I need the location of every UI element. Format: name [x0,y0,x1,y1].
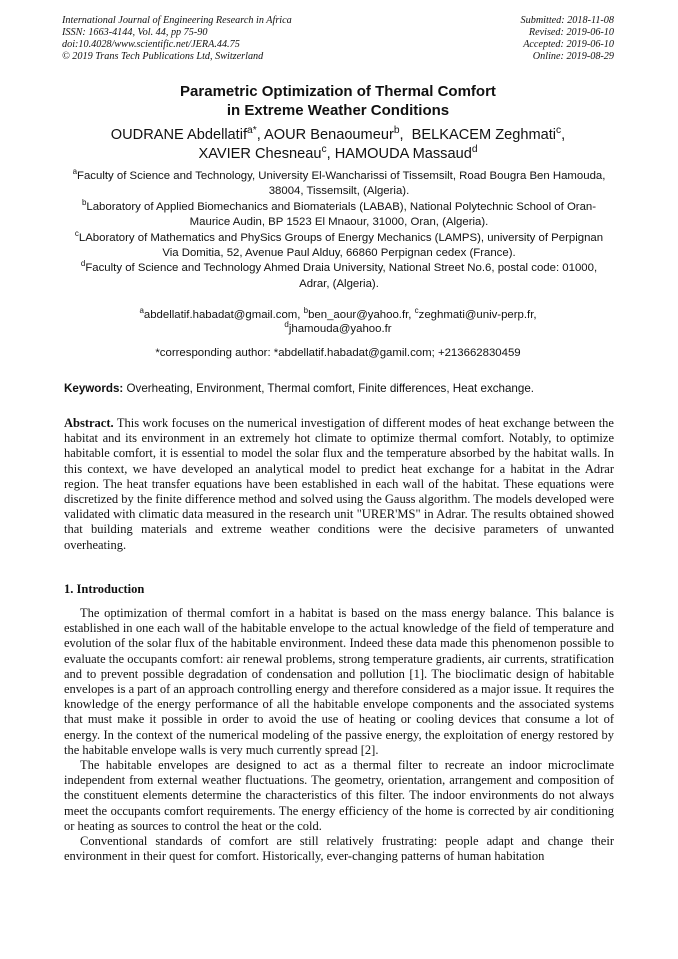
emails-line-2 [62,322,614,336]
affiliation-text: Laboratory of Applied Biomechanics and Biomaterials (LABAB), National Polytechnic School of Oran-Maurice Audin, BP 1523 El Mnaour, 31000, Oran, (Algeria). [86,200,597,229]
email-marker: c [414,306,419,316]
email-address[interactable]: jhamouda@yahoo.fr [288,323,392,336]
accepted-date: Accepted: 2019-06-10 [523,39,614,50]
journal-info [62,15,292,63]
author-marker: c [321,144,327,156]
affiliation-text: Faculty of Science and Technology, University El-Wancharissi of Tissemsilt, Road Bougra Ben Hamouda, 38004, Tissemsilt, (Algeria). [77,170,606,198]
keywords-text: Overheating, Environment, Thermal comfort, Finite differences, Heat exchange. [126,382,535,395]
section-body [64,606,614,864]
affiliation-marker: b [81,198,87,208]
affiliation-text: LAboratory of Mathematics and PhySics Groups of Energy Mechanics (LAMPS), university of Perpignan Via Domitia, 52, Avenue Paul Alduy, 66860 Perpignan cedex (France). [78,231,604,260]
author-marker: b [393,125,400,137]
email-address[interactable]: zeghmati@univ-perp.fr [418,309,534,321]
author-marker: d [471,144,478,156]
affiliation-marker: d [80,259,86,269]
journal-name: International Journal of Engineering Research in Africa [62,15,292,26]
copyright-line: © 2019 Trans Tech Publications Ltd, Switzerland [62,51,264,62]
author-marker: a* [247,125,257,137]
email-marker: d [284,320,289,330]
revised-date: Revised: 2019-06-10 [528,27,614,38]
title-line-2: in Extreme Weather Conditions [226,102,450,119]
author-name: AOUR Benaoumeur [264,127,394,143]
paragraph: The optimization of thermal comfort in a habitat is based on the mass energy balance. This balance is established in one each wall of the habitable envelope to the actual knowledge of the field of temperature and evolution of the solar flux of the habitable environment. Indeed these data made this phenomenon possible to evaluate the occupants comfort: air renewal problems, strong temperature gradients, air currents, stratification and to prevent possible degradation of condensation and pollution [1]. The bioclimatic design of habitable envelopes is a part of an approach controlling energy and therefore considered as a major issue. It requires the knowledge of the energy performance of all the habitable envelope components and the associated systems that must make it possible in order to avoid the use of heating or cooling devices that consume a lot of energy. In the context of the numerical modeling of the passive energy, the exploitation of energy restored by the habitable envelope walls is very much currently spread [2]. [64,606,614,757]
email-marker: b [303,306,309,316]
abstract-label: Abstract. [64,416,114,430]
keywords [64,381,616,396]
keywords-label: Keywords: [64,382,124,395]
corresponding-author: *corresponding author: *abdellatif.habadat@gamil.com; +213662830459 [155,347,521,359]
affiliation-list [66,169,612,292]
email-marker: a [139,306,144,316]
author-name: HAMOUDA Massaud [334,146,472,162]
author-name: OUDRANE Abdellatif [110,127,248,143]
abstract-text: This work focuses on the numerical investigation of different modes of heat exchange between the habitat and its environment in an extremely hot climate to optimize thermal comfort. Notably, to optimize habitable comfort, it is essential to model the solar flux and the temperature absorbed by the habitat walls. In this context, we have developed an analytical model to predict heat exchange for a habitat in the Adrar region. The heat transfer equations have been established in each wall of the habitat. These equations were discretized by the finite difference method and solved using the Gauss algorithm. The models developed were validated with climatic data measured in the research unit "URER'MS" in Adrar. The results obtained showed that building materials and extreme weather conditions were the decisive parameters of unwanted overheating. [64,416,614,552]
paper-title [62,82,614,120]
email-address[interactable]: ben_aour@yahoo.fr [308,309,409,321]
author-list [62,126,614,164]
affiliation [66,228,612,262]
abstract [64,416,614,553]
affiliation [66,200,612,231]
section-heading: 1. Introduction [64,582,145,596]
author-marker: c [556,125,562,137]
authors-line-2: XAVIER Chesneau$^c$, HAMOUDA Massaud$^d$ [198,144,478,162]
affiliation [66,261,612,292]
authors-line-1: OUDRANE Abdellatif$^{a*}$, AOUR Benaoumeur$^b$, BELKACEM Zeghmati$^c$, [110,125,566,143]
emails-line-1: $^a$abdellatif.habadat@gmail.com, $^b$ben_aour@yahoo.fr, $^c$zeghmati@univ-perp.fr, [139,306,537,321]
affiliation-marker: a [72,167,77,177]
paragraph: The habitable envelopes are designed to act as a thermal filter to recreate an indoor microclimate independent from external weather fluctuations. The geometry, orientation, arrangement and composition of the constituent elements determine the characteristics of this filter. The indoor environments do not always meet the occupants comfort requirements. The energy efficiency of the home is corrected by air conditioning or heating as sources to control the heat or the cold. [64,758,614,833]
email-list [62,308,614,337]
author-name: BELKACEM Zeghmati [411,127,557,143]
author-name: XAVIER Chesneau [198,146,322,162]
affiliation-text: Faculty of Science and Technology Ahmed Draia University, National Street No.6, postal code: 01000, Adrar, (Algeria). [85,262,598,290]
online-date: Online: 2019-08-29 [532,51,614,62]
submitted-date: Submitted: 2018-11-08 [520,15,614,26]
email-address[interactable]: abdellatif.habadat@gmail.com [143,309,298,321]
doi-line: doi:10.4028/www.scientific.net/JERA.44.75 [62,39,240,50]
paragraph: Conventional standards of comfort are still relatively frustrating: people adapt and change their environment in their quest for comfort. Historically, ever-changing patterns of human habitation [64,834,614,864]
title-line-1: Parametric Optimization of Thermal Comfort [180,83,496,100]
issn-line: ISSN: 1663-4144, Vol. 44, pp 75-90 [62,27,208,38]
affiliation-marker: c [74,228,79,238]
affiliation [66,169,612,200]
publication-dates [521,15,614,63]
